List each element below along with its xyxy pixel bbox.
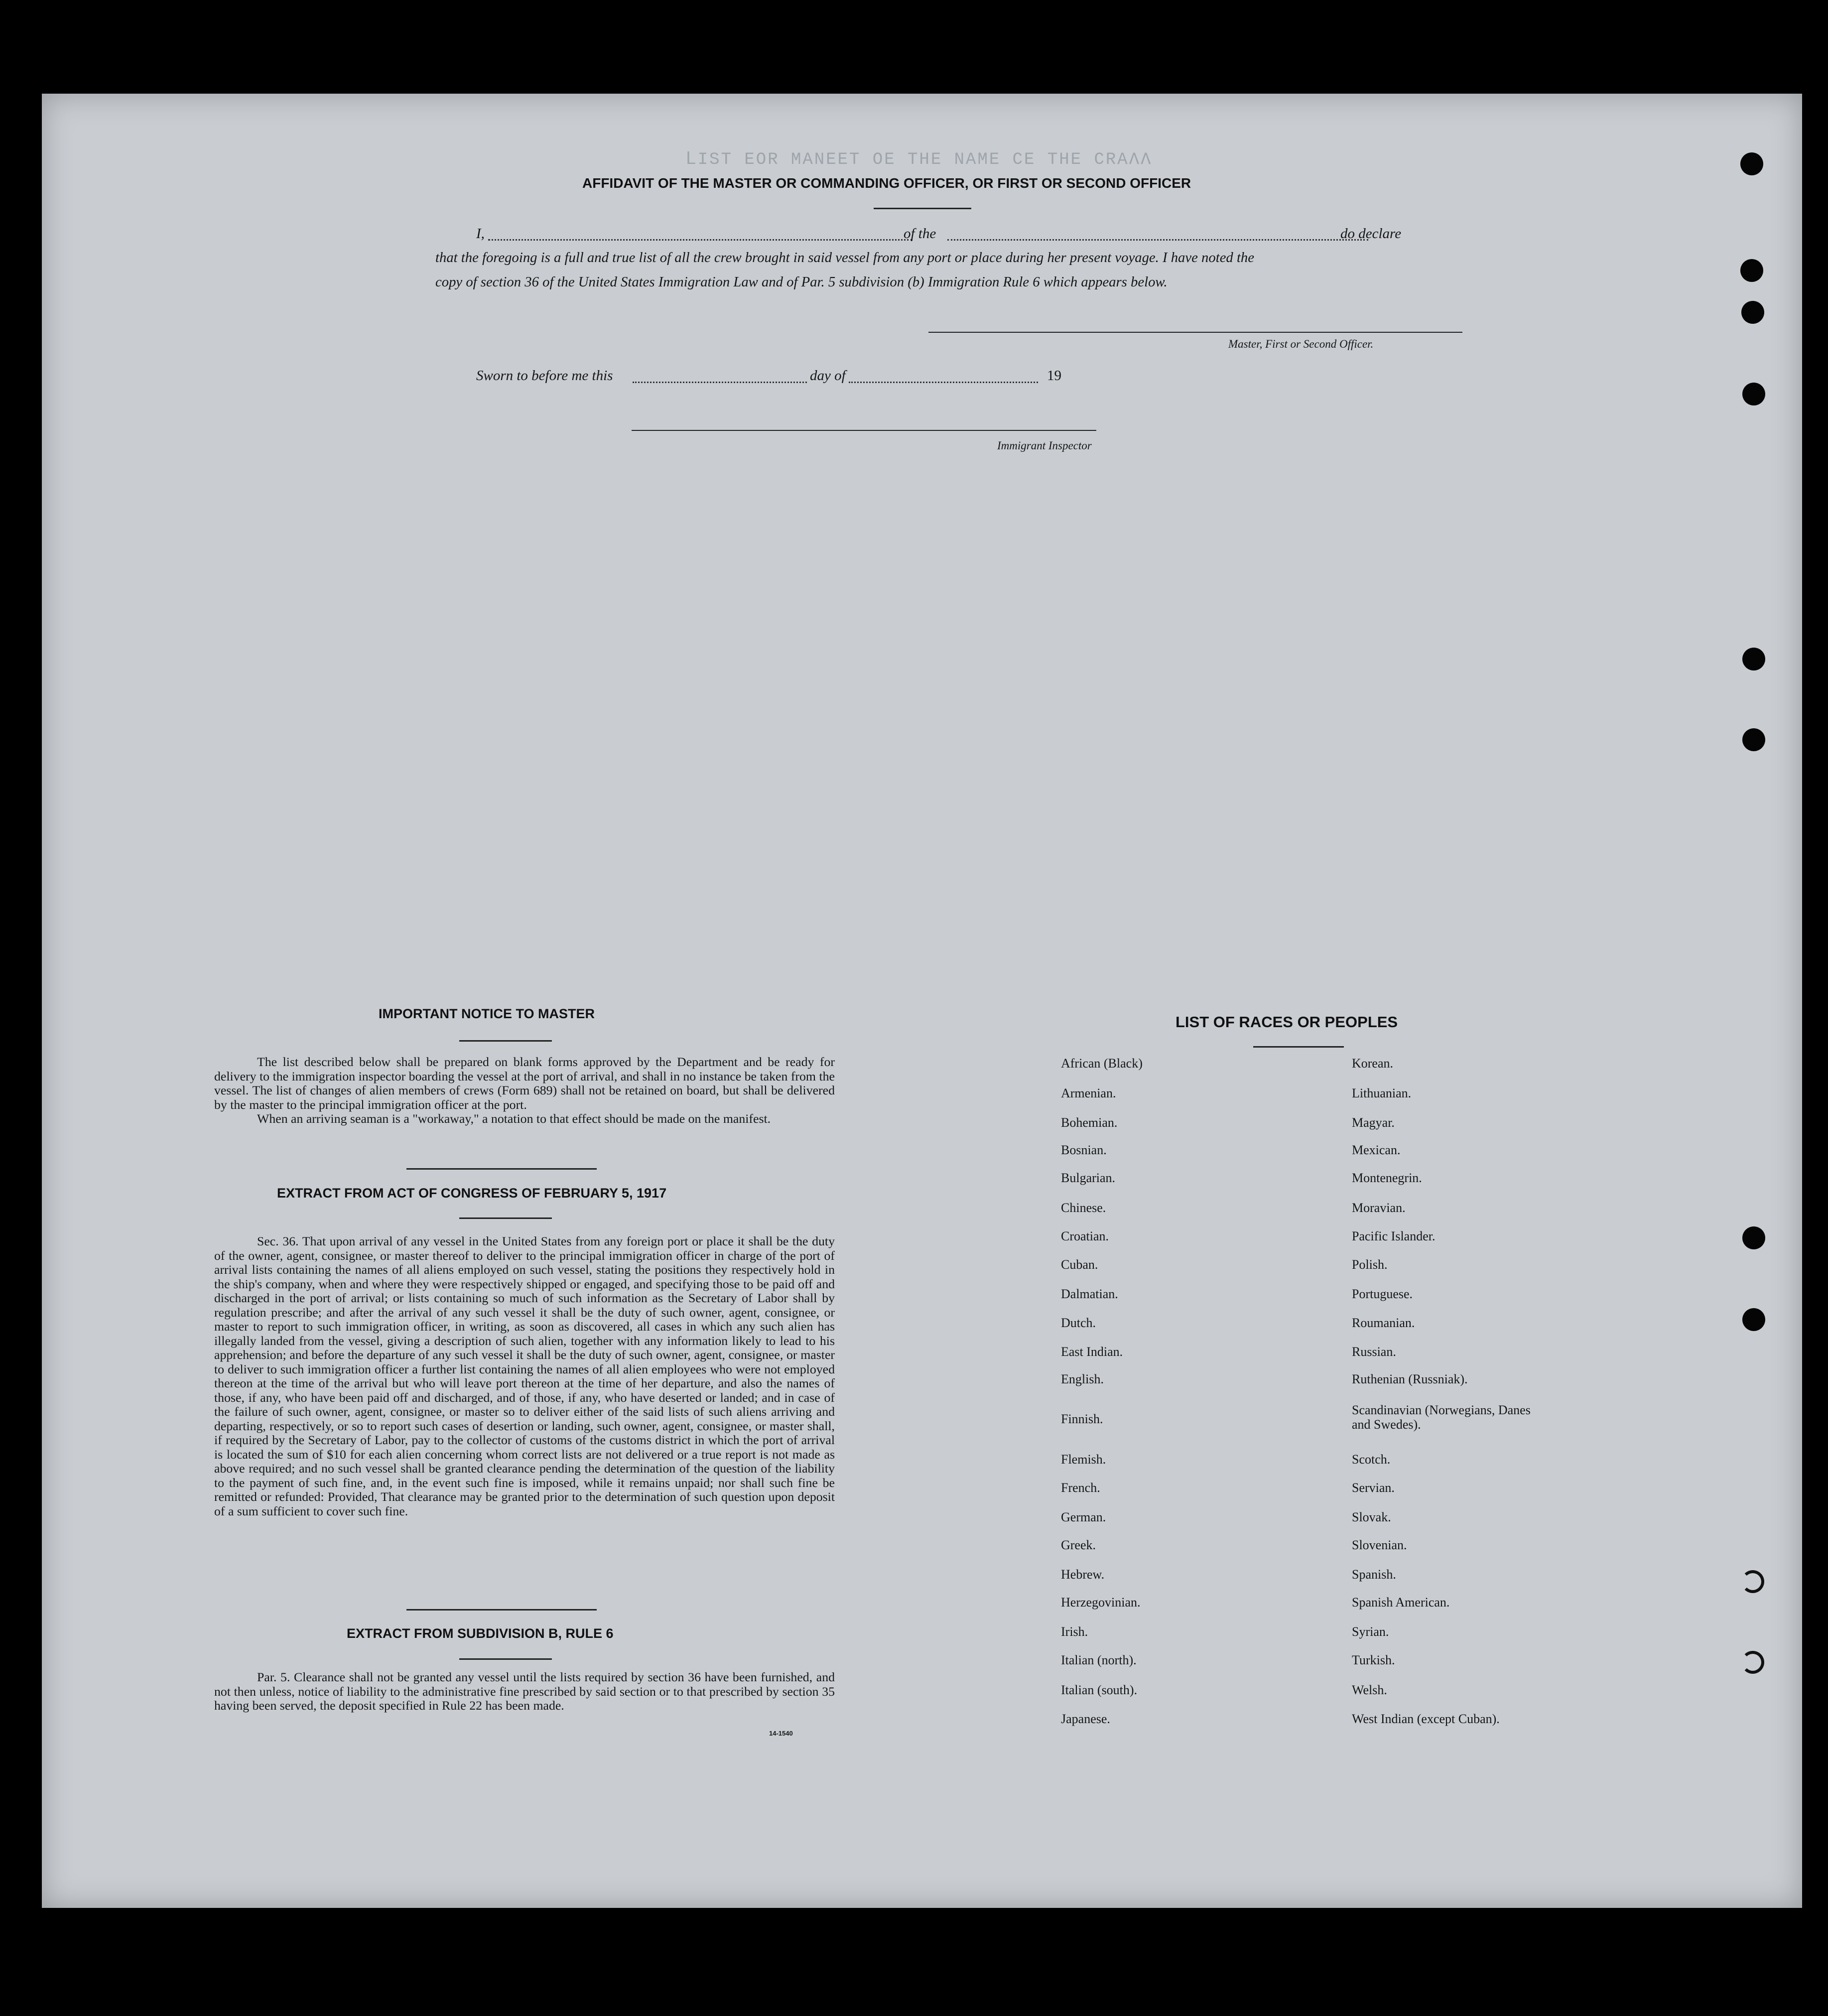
punch-hole-7 bbox=[1742, 1226, 1765, 1249]
punch-hole-6 bbox=[1742, 728, 1765, 751]
sworn-label: Sworn to before me this bbox=[476, 368, 613, 384]
affidavit-title-rule bbox=[874, 208, 971, 209]
race-right-16: Slovak. bbox=[1352, 1510, 1391, 1524]
punch-hole-8 bbox=[1742, 1308, 1765, 1331]
race-left-13: Finnish. bbox=[1061, 1412, 1103, 1426]
notice-paragraph-2: When an arriving seaman is a "workaway," a notation to that effect should be made on the manifest. bbox=[257, 1111, 771, 1126]
race-left-11: East Indian. bbox=[1061, 1344, 1123, 1359]
race-right-8: Polish. bbox=[1352, 1257, 1388, 1272]
affidavit-i-label: I, bbox=[476, 226, 485, 242]
race-right-7: Pacific Islander. bbox=[1352, 1229, 1436, 1243]
race-left-6: Chinese. bbox=[1061, 1201, 1106, 1215]
race-left-17: Greek. bbox=[1061, 1538, 1096, 1552]
inspector-signature-line[interactable] bbox=[632, 430, 1096, 431]
race-right-17: Slovenian. bbox=[1352, 1538, 1407, 1552]
act-body bbox=[214, 1234, 835, 1518]
race-left-5: Bulgarian. bbox=[1061, 1171, 1116, 1185]
punch-hole-1 bbox=[1740, 152, 1763, 175]
race-right-12: Ruthenian (Russniak). bbox=[1352, 1372, 1468, 1386]
vessel-name-field[interactable] bbox=[947, 239, 1368, 241]
race-right-13: Scandinavian (Norwegians, Danes and Swedes). bbox=[1352, 1403, 1531, 1432]
race-left-19: Herzegovinian. bbox=[1061, 1595, 1141, 1610]
act-section-label: Sec. 36. bbox=[257, 1234, 299, 1248]
affidavit-of-the-label: of the bbox=[904, 226, 936, 242]
race-left-2: Armenian. bbox=[1061, 1086, 1116, 1100]
race-left-20: Irish. bbox=[1061, 1624, 1088, 1639]
affidavit-do-declare: do declare bbox=[1340, 226, 1402, 242]
affidavit-title: AFFIDAVIT OF THE MASTER OR COMMANDING OFFICER, OR FIRST OR SECOND OFFICER bbox=[582, 175, 1191, 191]
rule-paragraph: Par. 5. Clearance shall not be granted any vessel until the lists required by section 36 have been furnished, and not then unless, notice of liability to the administrative fine prescribed by said section or to that prescribed by section 35 having been served, the deposit specified in Rule 22 has been made. bbox=[214, 1670, 835, 1713]
race-left-1: African (Black) bbox=[1061, 1056, 1143, 1071]
act-section-36 bbox=[214, 1234, 835, 1518]
race-left-16: German. bbox=[1061, 1510, 1106, 1524]
punch-hole-3 bbox=[1741, 301, 1764, 324]
races-title-rule bbox=[1253, 1046, 1344, 1048]
punch-hole-4 bbox=[1742, 383, 1765, 405]
race-left-3: Bohemian. bbox=[1061, 1115, 1118, 1130]
rule-title: EXTRACT FROM SUBDIVISION B, RULE 6 bbox=[347, 1626, 614, 1641]
race-right-20: Syrian. bbox=[1352, 1624, 1389, 1639]
race-right-4: Mexican. bbox=[1352, 1143, 1401, 1157]
punch-hole-9 bbox=[1741, 1570, 1764, 1593]
race-right-22: Welsh. bbox=[1352, 1683, 1387, 1697]
race-left-18: Hebrew. bbox=[1061, 1567, 1105, 1582]
race-right-11: Russian. bbox=[1352, 1344, 1396, 1359]
race-left-4: Bosnian. bbox=[1061, 1143, 1107, 1157]
notice-paragraph-1: The list described below shall be prepared on blank forms approved by the Department and be ready for delivery to the immigration inspector boarding the vessel at the port of arrival, and shall in no instance be taken from the vessel. The list of changes of alien members of crews (Form 689) shall not be retained on board, but shall be delivered by the master to the principal immigration officer at the port. bbox=[214, 1055, 835, 1112]
race-right-18: Spanish. bbox=[1352, 1567, 1396, 1582]
race-right-14: Scotch. bbox=[1352, 1452, 1391, 1467]
master-name-field[interactable] bbox=[488, 239, 913, 241]
race-right-23: West Indian (except Cuban). bbox=[1352, 1712, 1500, 1726]
race-right-1: Korean. bbox=[1352, 1056, 1394, 1071]
notice-title: IMPORTANT NOTICE TO MASTER bbox=[379, 1006, 595, 1021]
race-left-10: Dutch. bbox=[1061, 1316, 1096, 1330]
race-right-3: Magyar. bbox=[1352, 1115, 1395, 1130]
act-section-text: That upon arrival of any vessel in the United States from any foreign port or place it shall be the duty of the owner, agent, consignee, or master thereof to deliver to the principal immigration officer in charge of the port of arrival lists containing the names of all aliens employed on such vessel, stating the positions they respectively hold in the ship's company, when and where they were respectively shipped or engaged, and specifying those to be paid off and discharged in the port of arrival; or lists containing so much of such information as the Secretary of Labor shall by regulation prescribe; and after the arrival of any such vessel it shall be the duty of such owner, agent, consignee, or master to report to such immigration officer, in writing, as soon as discovered, all cases in which any such alien has illegally landed from the vessel, giving a description of such alien, together with any information likely to lead to his apprehension; and before the departure of any such vessel it shall be the duty of such owner, agent, consignee, or master to deliver to such immigration officer a further list containing the names of all alien employees who were not employed thereon at the time of the arrival but who will leave port thereon at the time of her departure, and also the names of those, if any, who have been paid off and discharged, and of those, if any, who have deserted or landed; and in case of the failure of such owner, agent, consignee, or master so to deliver either of the said lists of such aliens arriving and departing, respectively, or so to report such cases of desertion or landing, such owner, agent, consignee, or master shall, if required by the Secretary of Labor, pay to the collector of customs of the customs district in which the port of arrival is located the sum of $10 for each alien concerning whom correct lists are not delivered or a true report is not made as above required; and no such vessel shall be granted clearance pending the determination of the question of the liability to the payment of such fine, and, in the event such fine is imposed, while it remains unpaid; nor shall such fine be remitted or refunded: Provided, That clearance may be granted prior to the determination of such question upon deposit of a sum sufficient to cover such fine. bbox=[214, 1234, 835, 1518]
race-left-7: Croatian. bbox=[1061, 1229, 1109, 1243]
year-prefix: 19 bbox=[1047, 368, 1061, 384]
race-left-12: English. bbox=[1061, 1372, 1104, 1386]
master-signature-caption: Master, First or Second Officer. bbox=[1228, 338, 1374, 350]
affidavit-line-2: that the foregoing is a full and true list of all the crew brought in said vessel from any port or place during her present voyage. I have noted the bbox=[435, 250, 1254, 266]
punch-hole-10 bbox=[1741, 1651, 1764, 1674]
race-left-9: Dalmatian. bbox=[1061, 1287, 1118, 1301]
race-right-21: Turkish. bbox=[1352, 1653, 1395, 1667]
manifest-back-page bbox=[42, 94, 1802, 1908]
race-right-2: Lithuanian. bbox=[1352, 1086, 1412, 1100]
sworn-month-field[interactable] bbox=[849, 382, 1038, 383]
inspector-caption: Immigrant Inspector bbox=[997, 439, 1092, 452]
race-right-15: Servian. bbox=[1352, 1480, 1395, 1495]
form-number: 14-1540 bbox=[769, 1730, 793, 1737]
race-right-9: Portuguese. bbox=[1352, 1287, 1413, 1301]
notice-body bbox=[214, 1055, 835, 1126]
act-title: EXTRACT FROM ACT OF CONGRESS OF FEBRUARY 5, 1917 bbox=[277, 1186, 667, 1201]
race-right-5: Montenegrin. bbox=[1352, 1171, 1422, 1185]
race-right-6: Moravian. bbox=[1352, 1201, 1406, 1215]
bleed-through-text: ΛΛΑЯƆ ƎHT ƎƆ ƎMAИ ƎHT ƎO TƎƎИAM ЯOƎ TƧIᒧ bbox=[684, 150, 1151, 169]
notice-title-rule bbox=[459, 1040, 552, 1042]
day-of-label: day of bbox=[810, 368, 846, 384]
rule-top-rule bbox=[406, 1609, 597, 1611]
sworn-day-field[interactable] bbox=[633, 382, 807, 383]
master-signature-line[interactable] bbox=[928, 332, 1462, 333]
race-left-8: Cuban. bbox=[1061, 1257, 1098, 1272]
rule-body bbox=[214, 1670, 835, 1713]
race-left-21: Italian (north). bbox=[1061, 1653, 1137, 1667]
races-title: LIST OF RACES OR PEOPLES bbox=[1175, 1013, 1398, 1031]
affidavit-line-3: copy of section 36 of the United States Immigration Law and of Par. 5 subdivision (b) Immigration Rule 6 which appears below. bbox=[435, 274, 1168, 290]
act-top-rule bbox=[406, 1168, 597, 1170]
race-right-19: Spanish American. bbox=[1352, 1595, 1450, 1610]
race-left-14: Flemish. bbox=[1061, 1452, 1106, 1467]
rule-title-rule bbox=[459, 1658, 552, 1660]
race-left-15: French. bbox=[1061, 1480, 1100, 1495]
race-left-23: Japanese. bbox=[1061, 1712, 1110, 1726]
race-left-22: Italian (south). bbox=[1061, 1683, 1138, 1697]
race-right-10: Roumanian. bbox=[1352, 1316, 1415, 1330]
punch-hole-5 bbox=[1742, 648, 1765, 671]
punch-hole-2 bbox=[1740, 259, 1763, 282]
act-title-rule bbox=[459, 1217, 552, 1219]
